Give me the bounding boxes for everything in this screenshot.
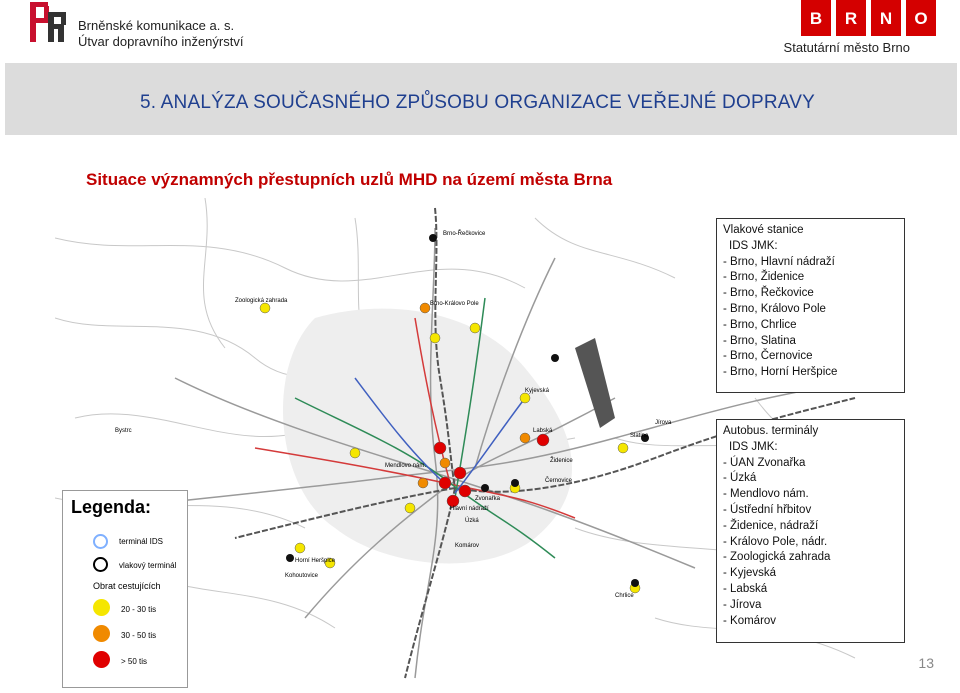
rail-terminal-icon xyxy=(93,557,108,572)
legend-title: Legenda: xyxy=(71,497,152,517)
ids-terminal-icon xyxy=(93,534,108,549)
legend-label: 20 - 30 tis xyxy=(121,605,157,614)
section-title: 5. ANALÝZA SOUČASNÉHO ZPŮSOBU ORGANIZACE VEŘEJNÉ DOPRAVY xyxy=(140,92,815,113)
list-item: - Brno, Horní Heršpice xyxy=(723,366,838,379)
brno-letter-b: B xyxy=(801,0,831,36)
map-label: Horní Heršpice xyxy=(295,558,336,564)
rail-stations-box xyxy=(716,218,905,393)
bus-terminals-box xyxy=(716,419,905,643)
orange-dot-icon xyxy=(93,625,110,642)
list-item: - Zoologická zahrada xyxy=(723,551,831,564)
brno-letter-o: O xyxy=(906,0,936,36)
map-label: Úzká xyxy=(465,518,479,524)
city-name: Statutární město Brno xyxy=(783,40,910,55)
brno-letter-r: R xyxy=(836,0,866,36)
map-label: Jírova xyxy=(655,420,672,426)
map-label: Židenice xyxy=(550,458,573,464)
list-item: - Labská xyxy=(723,582,768,595)
map-label: Zvonařka xyxy=(475,496,501,502)
legend-label: > 50 tis xyxy=(121,657,148,666)
brno-logo xyxy=(796,0,936,36)
map-label: Zoologická zahrada xyxy=(235,298,288,304)
map-label: Hlavní nádraží xyxy=(450,506,489,512)
map-legend xyxy=(62,490,188,688)
red-dot-icon xyxy=(93,651,110,668)
map-label: Chrlice xyxy=(615,593,634,599)
box-subheading: IDS JMK: xyxy=(729,239,778,252)
page-number: 13 xyxy=(918,655,934,671)
list-item: - Brno, Řečkovice xyxy=(723,287,814,300)
org-line-2: Útvar dopravního inženýrství xyxy=(78,34,244,49)
list-item: - Ústřední hřbitov xyxy=(723,503,812,516)
slide-subtitle: Situace významných přestupních uzlů MHD na území města Brna xyxy=(86,170,613,189)
organization-name xyxy=(78,18,243,50)
box-heading: Autobus. terminály xyxy=(723,425,819,437)
brno-letter-n: N xyxy=(871,0,901,36)
yellow-dot-icon xyxy=(93,599,110,616)
list-item: - Židenice, nádraží xyxy=(723,519,819,532)
list-item: - ÚAN Zvonařka xyxy=(723,456,806,469)
list-item: - Brno, Slatina xyxy=(723,334,796,347)
map-label: Černovice xyxy=(545,478,573,484)
list-item: - Královo Pole, nádr. xyxy=(723,535,828,548)
list-item: - Mendlovo nám. xyxy=(723,488,809,501)
legend-label: 30 - 50 tis xyxy=(121,631,157,640)
map-label: Mendlovo nám. xyxy=(385,463,427,469)
map-label: Komárov xyxy=(455,543,480,549)
legend-label: terminál IDS xyxy=(119,537,164,546)
map-label: Slatina xyxy=(630,433,649,439)
bkom-logo xyxy=(28,0,70,44)
map-label: Kyjevská xyxy=(525,388,550,394)
list-item: - Kyjevská xyxy=(723,567,777,580)
map-label: Bystrc xyxy=(115,428,132,434)
list-item: - Brno, Židenice xyxy=(723,271,805,284)
map-label: Brno-Královo Pole xyxy=(430,301,479,307)
box-heading: Vlakové stanice xyxy=(723,224,804,236)
legend-label: Obrat cestujících xyxy=(93,581,161,591)
box-subheading: IDS JMK: xyxy=(729,440,778,453)
list-item: - Komárov xyxy=(723,614,777,627)
list-item: - Brno, Hlavní nádraží xyxy=(723,255,835,268)
org-line-1: Brněnské komunikace a. s. xyxy=(78,18,235,33)
map-label: Brno-Řečkovice xyxy=(443,231,486,237)
map-label: Kohoutovice xyxy=(285,573,319,579)
list-item: - Brno, Černovice xyxy=(723,350,813,363)
list-item: - Úzká xyxy=(723,472,757,485)
list-item: - Brno, Královo Pole xyxy=(723,302,826,315)
legend-label: vlakový terminál xyxy=(119,561,177,570)
list-item: - Jírova xyxy=(723,598,762,611)
map-label: Labská xyxy=(533,428,553,434)
list-item: - Brno, Chrlice xyxy=(723,318,797,331)
